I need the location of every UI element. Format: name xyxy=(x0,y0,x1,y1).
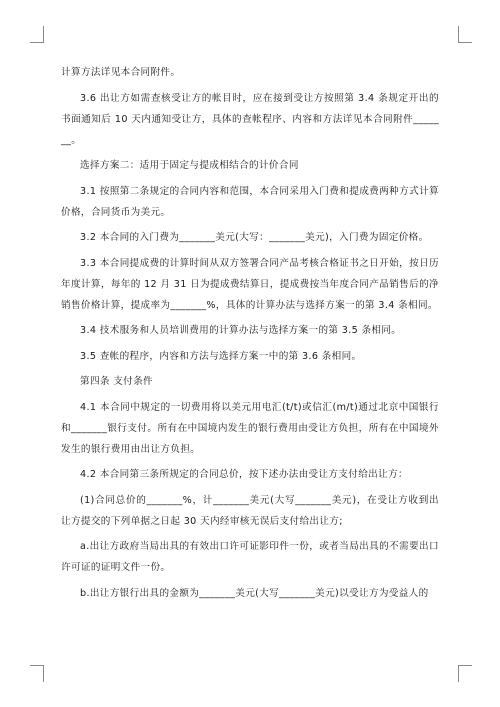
paragraph-10: 4.1 本合同中规定的一切费用将以美元用电汇(t/t)或信汇(m/t)通过北京中国银行和_______银行支付。所有在中国境内发生的银行费用由受让方负担，所有在中国境外发生的银行费用由出让方负担。 xyxy=(61,401,439,455)
section-heading: 第四条 支付条件 xyxy=(80,376,154,387)
crop-mark-top-left xyxy=(30,26,44,43)
paragraph-2: 3.6 出让方如需查核受让方的帐目时，应在接到受让方按照第 3.4 条规定开出的书面通知后 10 天内通知受让方，具体的查帐程序、内容和方法详见本合同附件_______。 xyxy=(61,92,439,146)
paragraph-3: 选择方案二：适用于固定与提成相结合的计价合同 xyxy=(80,160,299,171)
document-page xyxy=(61,62,439,608)
paragraph-14: b.出让方银行出具的金额为_______美元(大写_______美元)以受让方为受益人的 xyxy=(80,587,429,599)
crop-mark-bottom-left xyxy=(30,665,44,682)
paragraph-7: 3.4 技术服务和人员培训费用的计算办法与选择方案一的第 3.5 条相同。 xyxy=(80,325,402,336)
paragraph-4: 3.1 按照第二条规定的合同内容和范围，本合同采用入门费和提成费两种方式计算价格，合同货币为美元。 xyxy=(61,185,439,218)
crop-mark-top-right xyxy=(458,26,472,43)
paragraph-8: 3.5 查帐的程序，内容和方法与选择方案一中的第 3.6 条相同。 xyxy=(80,350,362,362)
paragraph-6: 3.3 本合同提成费的计算时间从双方签署合同产品考核合格证书之日开始，按日历年度计算，每年的 12 月 31 日为提成费结算日，提成费按当年度合同产品销售后的净销售价格计算，提成率为_______%，具体的计算办法与选择方案一的第 3.4 条相同。 xyxy=(61,257,439,311)
paragraph-12: (1)合同总价的_______%，计_______美元(大写_______美元)，在受让方收到出让方提交的下列单据之日起 30 天内经审核无误后支付给出让方; xyxy=(61,494,439,527)
paragraph-11: 4.2 本合同第三条所规定的合同总价，按下述办法由受让方支付给出让方： xyxy=(80,469,408,480)
crop-mark-bottom-right xyxy=(458,665,472,682)
paragraph-5: 3.2 本合同的入门费为_______美元(大写：_______美元)，入门费为固定价格。 xyxy=(80,232,429,243)
paragraph-1: 计算方法详见本合同附件。 xyxy=(61,67,181,78)
paragraph-13: a.出让方政府当局出具的有效出口许可证影印件一份，或者当局出具的不需要出口许可证的证明文件一份。 xyxy=(61,541,439,573)
